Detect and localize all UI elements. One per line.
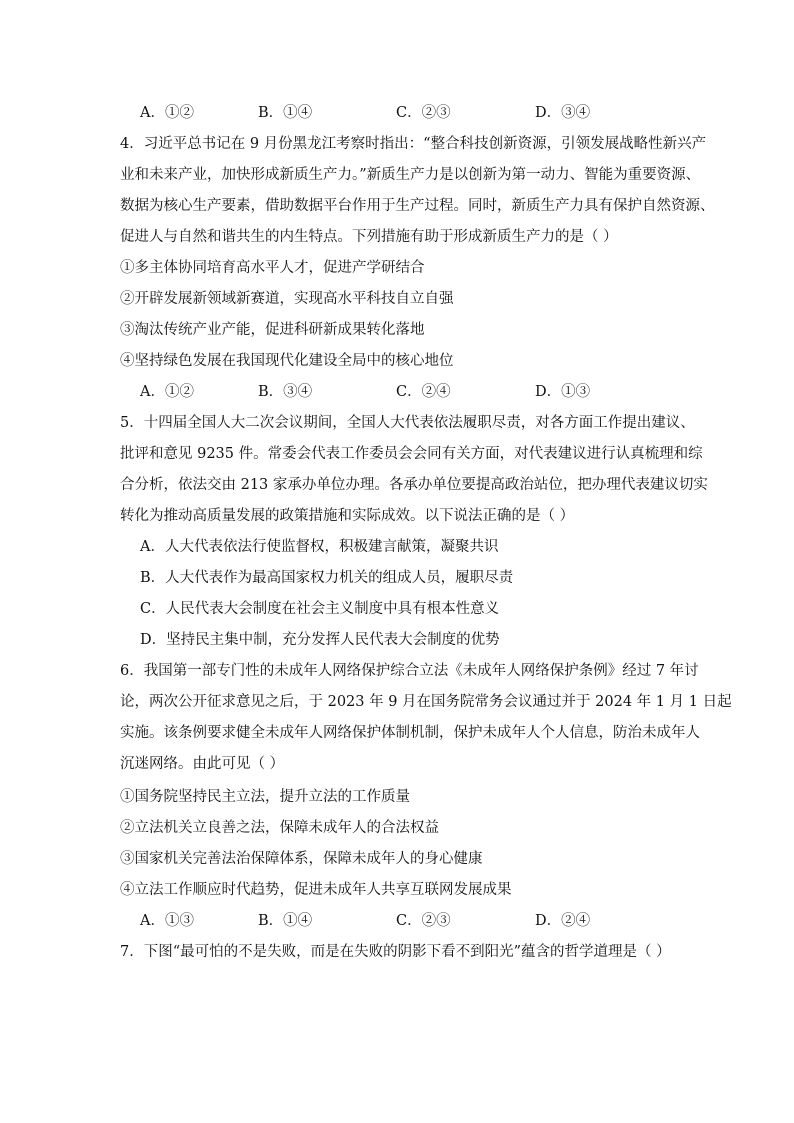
q6-option-c[interactable]: C．②③ <box>396 913 451 929</box>
q5-stem-line-1: 5．十四届全国人大二次会议期间，全国人大代表依法履职尽责，对各方面工作提出建议、 <box>120 415 695 431</box>
q5-choice-d[interactable]: D．坚持民主集中制，充分发挥人民代表大会制度的优势 <box>140 632 500 648</box>
q6-stem-line-3: 实施。该条例要求健全未成年人网络保护体制机制，保护未成年人个人信息，防治未成年人 <box>120 725 700 741</box>
q4-statement-4: ④坚持绿色发展在我国现代化建设全局中的核心地位 <box>120 353 454 369</box>
q5-choice-c[interactable]: C．人民代表大会制度在社会主义制度中具有根本性意义 <box>140 601 500 617</box>
q4-stem-line-4: 促进人与自然和谐共生的内生特点。下列措施有助于形成新质生产力的是（ ） <box>120 229 618 245</box>
q5-choice-b[interactable]: B．人大代表作为最高国家权力机关的组成人员，履职尽责 <box>140 570 514 586</box>
q5-stem-line-2: 批评和意见 9235 件。常委会代表工作委员会会同有关方面，对代表建议进行认真梳理和综 <box>120 446 703 462</box>
q4-statement-2: ②开辟发展新领域新赛道，实现高水平科技自立自强 <box>120 291 454 307</box>
q3-option-c[interactable]: C．②③ <box>396 105 451 121</box>
q6-stem-line-1: 6．我国第一部专门性的未成年人网络保护综合立法《未成年人网络保护条例》经过 7 年讨 <box>120 663 699 679</box>
q5-stem-line-4: 转化为推动高质量发展的政策措施和实际成效。以下说法正确的是（ ） <box>120 508 575 524</box>
q3-option-a[interactable]: A．①② <box>140 105 194 121</box>
q4-option-a[interactable]: A．①② <box>140 384 194 400</box>
q6-option-b[interactable]: B．①④ <box>258 913 313 929</box>
q6-statement-1: ①国务院坚持民主立法，提升立法的工作质量 <box>120 789 410 805</box>
q6-stem-line-2: 论，两次公开征求意见之后，于 2023 年 9 月在国务院常务会议通过并于 2024 年 1 月 1 日起 <box>120 694 732 710</box>
q6-stem-line-4: 沉迷网络。由此可见（ ） <box>120 756 285 772</box>
q4-stem-line-3: 数据为核心生产要素，借助数据平台作用于生产过程。同时，新质生产力具有保护自然资源、 <box>120 198 715 214</box>
q6-option-d[interactable]: D．②④ <box>535 913 591 929</box>
q5-stem-line-3: 合分析，依法交由 213 家承办单位办理。各承办单位要提高政治站位，把办理代表建议切实 <box>120 477 708 493</box>
q4-statement-1: ①多主体协同培育高水平人才，促进产学研结合 <box>120 260 425 276</box>
q6-statement-2: ②立法机关立良善之法，保障未成年人的合法权益 <box>120 820 439 836</box>
q4-stem-line-1: 4．习近平总书记在 9 月份黑龙江考察时指出：“整合科技创新资源，引领发展战略性新兴产 <box>120 136 707 152</box>
q4-option-c[interactable]: C．②④ <box>396 384 451 400</box>
q7-stem: 7．下图“最可怕的不是失败，而是在失败的阴影下看不到阳光”蕴含的哲学道理是（ ） <box>120 944 671 960</box>
q6-options <box>140 911 700 931</box>
q4-option-b[interactable]: B．③④ <box>258 384 313 400</box>
q3-options <box>140 103 700 123</box>
q6-option-a[interactable]: A．①③ <box>140 913 194 929</box>
q6-statement-4: ④立法工作顺应时代趋势，促进未成年人共享互联网发展成果 <box>120 882 512 898</box>
q4-options <box>140 382 700 402</box>
q4-statement-3: ③淘汰传统产业产能，促进科研新成果转化落地 <box>120 322 425 338</box>
q5-choice-a[interactable]: A．人大代表依法行使监督权，积极建言献策，凝聚共识 <box>140 539 499 555</box>
q3-option-b[interactable]: B．①④ <box>258 105 313 121</box>
q4-option-d[interactable]: D．①③ <box>535 384 591 400</box>
q3-option-d[interactable]: D．③④ <box>535 105 591 121</box>
q4-stem-line-2: 业和未来产业，加快形成新质生产力。”新质生产力是以创新为第一动力、智能为重要资源、 <box>120 167 701 183</box>
q6-statement-3: ③国家机关完善法治保障体系，保障未成年人的身心健康 <box>120 851 483 867</box>
